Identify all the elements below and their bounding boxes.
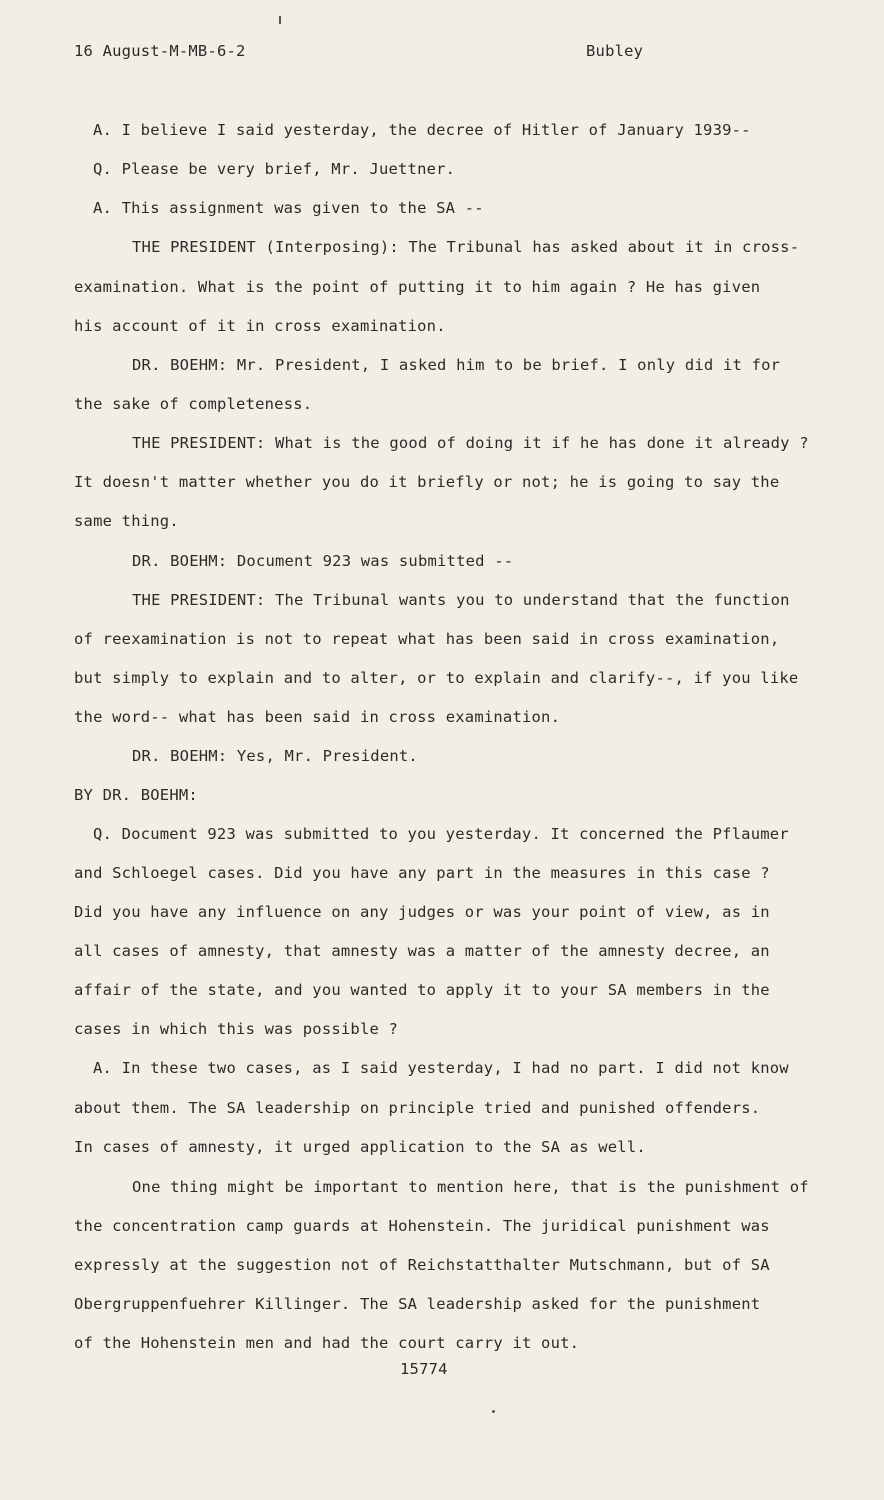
text-line: same thing.	[74, 512, 179, 530]
text-line: about them. The SA leadership on principle tried and punished offenders.	[74, 1099, 761, 1117]
text-line: Did you have any influence on any judges or was your point of view, as in	[74, 903, 770, 921]
text-line: DR. BOEHM: Yes, Mr. President.	[132, 747, 418, 765]
header-reference: 16 August-M-MB-6-2	[74, 42, 246, 60]
text-line: BY DR. BOEHM:	[74, 786, 198, 804]
header-reporter: Bubley	[586, 42, 644, 60]
text-line: of the Hohenstein men and had the court carry it out.	[74, 1334, 580, 1352]
text-line: DR. BOEHM: Document 923 was submitted --	[132, 552, 514, 570]
text-line: the sake of completeness.	[74, 395, 313, 413]
page-number: 15774	[400, 1360, 448, 1378]
stray-dot	[492, 1410, 495, 1413]
margin-mark	[279, 16, 281, 24]
text-line: A. In these two cases, as I said yesterday, I had no part. I did not know	[93, 1059, 789, 1077]
text-line: expressly at the suggestion not of Reichstatthalter Mutschmann, but of SA	[74, 1256, 770, 1274]
text-line: all cases of amnesty, that amnesty was a matter of the amnesty decree, an	[74, 942, 770, 960]
text-line: the concentration camp guards at Hohenstein. The juridical punishment was	[74, 1217, 770, 1235]
text-line: One thing might be important to mention here, that is the punishment of	[132, 1178, 809, 1196]
text-line: THE PRESIDENT: What is the good of doing it if he has done it already ?	[132, 434, 809, 452]
text-line: A. This assignment was given to the SA --	[93, 199, 484, 217]
text-line: A. I believe I said yesterday, the decree of Hitler of January 1939--	[93, 121, 751, 139]
text-line: the word-- what has been said in cross examination.	[74, 708, 561, 726]
text-line: It doesn't matter whether you do it briefly or not; he is going to say the	[74, 473, 780, 491]
text-line: Obergruppenfuehrer Killinger. The SA leadership asked for the punishment	[74, 1295, 761, 1313]
text-line: Q. Please be very brief, Mr. Juettner.	[93, 160, 456, 178]
text-line: and Schloegel cases. Did you have any part in the measures in this case ?	[74, 864, 770, 882]
text-line: THE PRESIDENT: The Tribunal wants you to understand that the function	[132, 591, 790, 609]
text-line: examination. What is the point of putting it to him again ? He has given	[74, 278, 761, 296]
text-line: THE PRESIDENT (Interposing): The Tribunal has asked about it in cross-	[132, 238, 800, 256]
text-line: In cases of amnesty, it urged application to the SA as well.	[74, 1138, 646, 1156]
text-line: affair of the state, and you wanted to apply it to your SA members in the	[74, 981, 770, 999]
text-line: DR. BOEHM: Mr. President, I asked him to be brief. I only did it for	[132, 356, 781, 374]
text-line: of reexamination is not to repeat what has been said in cross examination,	[74, 630, 780, 648]
text-line: but simply to explain and to alter, or to explain and clarify--, if you like	[74, 669, 799, 687]
text-line: his account of it in cross examination.	[74, 317, 446, 335]
text-line: Q. Document 923 was submitted to you yesterday. It concerned the Pflaumer	[93, 825, 789, 843]
text-line: cases in which this was possible ?	[74, 1020, 399, 1038]
